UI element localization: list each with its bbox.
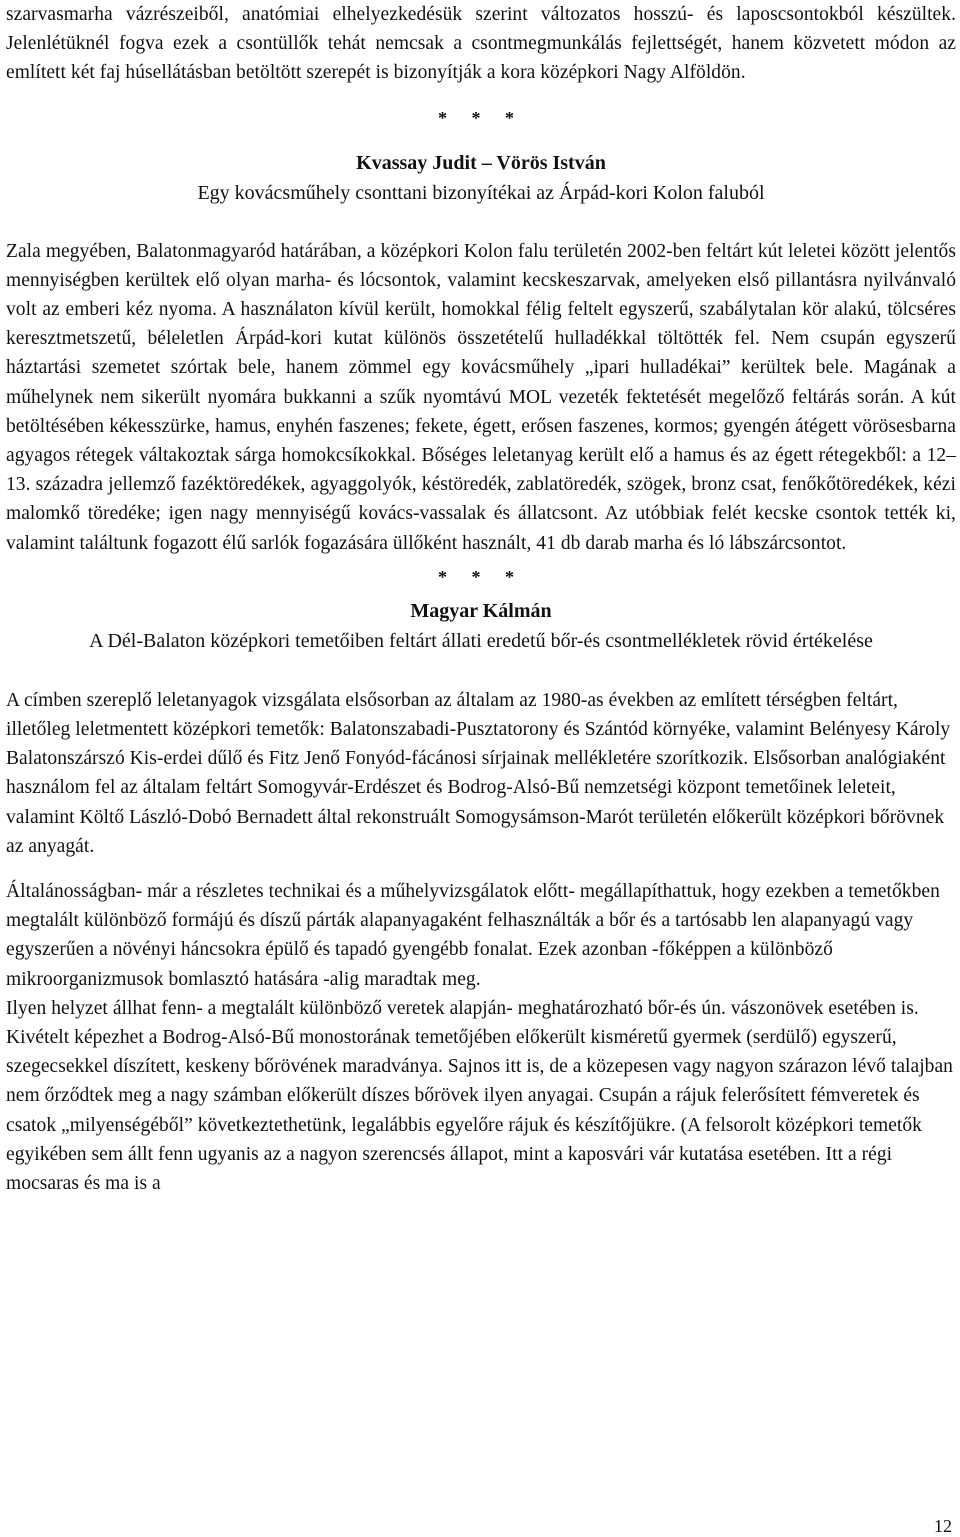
document-page xyxy=(6,0,956,1198)
article1-title: Egy kovácsműhely csonttani bizonyítékai az Árpád-kori Kolon faluból xyxy=(197,181,765,204)
article1-body: Zala megyében, Balatonmagyaród határában, a középkori Kolon falu területén 2002-ben feltárt kút leletei között jelentős mennyiségben kerültek elő olyan marha- és lócsontok, valamint kecskeszarvak, amelyeken első pillantásra nyilvánvaló volt az emberi kéz nyoma. A használaton kívül került, homokkal félig feltelt egyszerű, szabálytalan kör alakú, tölcséres keresztmetszetű, béleletlen Árpád-kori kutat különös összetételű hulladékkal töltötték fel. Nem csupán egyszerű háztartási szemetet szórtak bele, hanem zömmel egy kovácsműhely „ipari hulladékai” kerültek bele. Magának a műhelynek nem sikerült nyomára bukkanni a szűk nyomtávú MOL vezeték fektetését megelőző feltárás során. A kút betöltésében kékesszürke, hamus, enyhén faszenes; fekete, égett, erősen faszenes, kormos; gyengén átégett vörösesbarna agyagos rétegek váltakoztak sárga homokcsíkokkal. Bőséges leletanyag került elő a hamus és az égett rétegekből: a 12–13. századra jellemző fazéktöredékek, agyaggolyók, késtöredék, zablatöredék, szögek, bronz csat, fenőkőtöredékek, kézi malomkő töredéke; igen nagy mennyiségű kovács-vassalak és állatcsont. Az utóbbiak felét kecske csontok tették ki, valamint találtunk fogazott élű sarlók fogazására üllőként használt, 41 db darab marha és ló lábszárcsontot. xyxy=(6,240,956,554)
article2-paragraph-1: A címben szereplő leletanyagok vizsgálata elsősorban az általam az 1980-as években az említett térségben feltárt, illetőleg leletmentett középkori temetők: Balatonszabadi-Pusztatorony és Szántód környéke, valamint Belényesy Károly Balatonszárszó Kis-erdei dűlő és Fitz Jenő Fonyód-fácánosi sírjainak mellékletére szorítkozik. Elsősorban analógiaként használom fel az általam feltárt Somogyvár-Erdészet és Bodrog-Alsó-Bű nemzetségi központ temetőinek leleteit, valamint Költő László-Dobó Bernadett által rekonstruált Somogysámson-Marót területén előkerült középkori bőrövnek az anyagát. xyxy=(6,689,951,857)
page-number: 12 xyxy=(934,1516,952,1536)
article2-title: A Dél-Balaton középkori temetőiben feltárt állati eredetű bőr-és csontmellékletek rövid értékelése xyxy=(89,629,873,652)
section-separator: * * * xyxy=(438,107,524,128)
section-separator-2: * * * xyxy=(438,566,524,587)
intro-paragraph: szarvasmarha vázrészeiből, anatómiai elhelyezkedésük szerint változatos hosszú- és laposcsontokból készültek. Jelenlétüknél fogva ezek a csontüllők tehát nemcsak a csontmegmunkálás fejlettségét, hanem közvetett módon az említett két faj húsellátásban betöltött szerepét is bizonyítják a kora középkori Nagy Alföldön. xyxy=(6,4,956,84)
article2-paragraph-2: Általánosságban- már a részletes technikai és a műhelyvizsgálatok előtt- megállapíthattuk, hogy ezekben a temetőkben megtalált különböző formájú és díszű párták alapanyagaként felhasználták a bőr és a tartósabb len alapanyagú vagy egyszerűen a növényi háncsokra épülő és tapadó gyengébb fonalat. Ezek azonban -főképpen a különböző mikroorganizmusok bomlasztó hatására -alig maradtak meg. xyxy=(6,881,940,990)
article2-paragraph-3: Ilyen helyzet állhat fenn- a megtalált különböző veretek alapján- meghatározható bőr-és ún. vászonövek esetében is. Kivételt képezhet a Bodrog-Alsó-Bű monostorának temetőjében előkerült kisméretű gyermek (serdülő) egyszerű, szegecsekkel díszített, keskeny bőrövének maradványa. Sajnos itt is, de a közepesen vagy nagyon szárazon lévő talajban nem őrződtek meg a nagy számban előkerült díszes bőrövek ilyen anyagai. Csupán a rájuk felerősített fémveretek és csatok „milyenségéből” következtethetünk, legalábbis egyelőre rájuk és készítőjükre. (A felsorolt középkori temetők egyikében sem állt fenn ugyanis az a nagyon szerencsés állapot, mint a kaposvári vár kutatása esetében. Itt a régi mocsaras és ma is a xyxy=(6,997,953,1195)
article2-author: Magyar Kálmán xyxy=(410,599,552,622)
article1-authors: Kvassay Judit – Vörös István xyxy=(356,151,606,174)
